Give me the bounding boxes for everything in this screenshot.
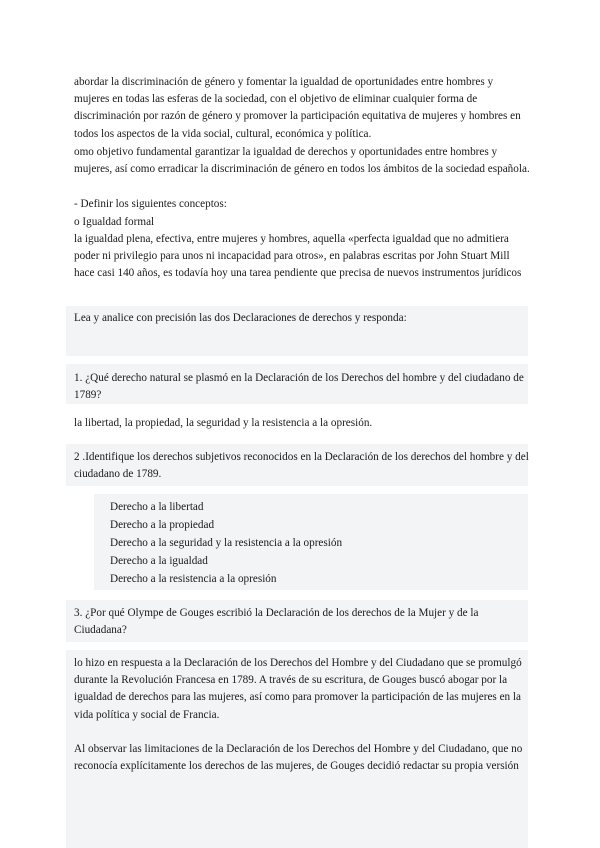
paragraph-objective: omo objetivo fundamental garantizar la igualdad de derechos y oportunidades entre hombres y mujeres, así como erradicar la discriminación de género en todos los ámbitos de la sociedad española. bbox=[74, 146, 530, 176]
rights-item: Derecho a la seguridad y la resistencia a la opresión bbox=[110, 537, 343, 549]
paragraph-intro: abordar la discriminación de género y fomentar la igualdad de oportunidades entre hombres y mujeres en todas las esferas de la sociedad, con el objetivo de eliminar cualquier forma de discriminación por razón de género y promover la participación equitativa de mujeres y hombres en todos los aspectos de la vida social, cultural, económica y política. bbox=[74, 76, 521, 140]
rights-item: Derecho a la igualdad bbox=[110, 555, 208, 567]
question-3: 3. ¿Por qué Olympe de Gouges escribió la Declaración de los derechos de la Mujer y de la Ciudadana? bbox=[74, 607, 479, 637]
answer-1: la libertad, la propiedad, la seguridad y la resistencia a la opresión. bbox=[74, 417, 373, 429]
rights-item: Derecho a la libertad bbox=[110, 501, 204, 513]
answer-3-paragraph-2: Al observar las limitaciones de la Declaración de los Derechos del Hombre y del Ciudadano, que no reconocía explícitamente los derechos de las mujeres, de Gouges decidió redactar su propia versión bbox=[74, 743, 523, 773]
instruction-text: Lea y analice con precisión las dos Declaraciones de derechos y responda: bbox=[74, 312, 407, 324]
paragraph-igualdad-plena: la igualdad plena, efectiva, entre mujeres y hombres, aquella «perfecta igualdad que no admitiera poder ni privilegio para unos ni incapacidad para otros», en palabras escritas por John Stuart Mill hace casi 140 años, es todavía hoy una tarea pendiente que precisa de nuevos instrumentos jurídicos bbox=[74, 233, 522, 280]
rights-item: Derecho a la resistencia a la opresión bbox=[110, 573, 277, 585]
paragraph-define-concepts: - Definir los siguientes conceptos: bbox=[74, 198, 227, 210]
paragraph-igualdad-formal: o Igualdad formal bbox=[74, 216, 155, 228]
answer-3-paragraph-1: lo hizo en respuesta a la Declaración de los Derechos del Hombre y del Ciudadano que se promulgó durante la Revolución Francesa en 1789. A través de su escritura, de Gouges buscó abogar por la igualdad de derechos para las mujeres, así como para promover la participación de las mujeres en la vida política y social de Francia. bbox=[74, 657, 522, 721]
question-1: 1. ¿Qué derecho natural se plasmó en la Declaración de los Derechos del hombre y del ciudadano de 1789? bbox=[74, 372, 524, 402]
rights-item: Derecho a la propiedad bbox=[110, 519, 215, 531]
question-2: 2 .Identifique los derechos subjetivos reconocidos en la Declaración de los derechos del hombre y del ciudadano de 1789. bbox=[74, 451, 529, 481]
